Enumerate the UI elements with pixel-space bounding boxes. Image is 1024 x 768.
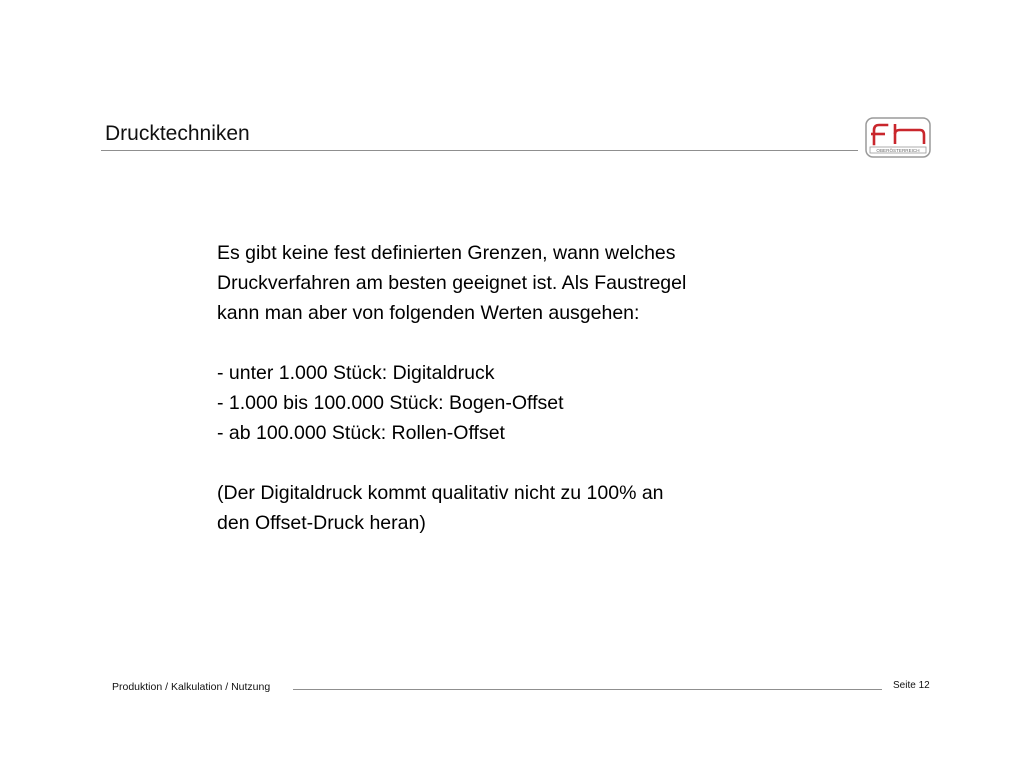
intro-line: Druckverfahren am besten geeignet ist. Als Faustregel xyxy=(217,272,687,294)
slide-title: Drucktechniken xyxy=(105,122,250,145)
list-item: - unter 1.000 Stück: Digitaldruck xyxy=(217,362,495,384)
note-line: (Der Digitaldruck kommt qualitativ nicht zu 100% an xyxy=(217,482,664,504)
note-paragraph xyxy=(217,478,797,538)
title-divider xyxy=(101,150,858,151)
note-line: den Offset-Druck heran) xyxy=(217,512,426,534)
list-item: - ab 100.000 Stück: Rollen-Offset xyxy=(217,422,505,444)
intro-paragraph xyxy=(217,238,797,328)
intro-line: Es gibt keine fest definierten Grenzen, wann welches xyxy=(217,242,676,264)
footer-section-label: Produktion / Kalkulation / Nutzung xyxy=(112,681,271,693)
body-text xyxy=(217,238,797,538)
threshold-list xyxy=(217,358,797,448)
fh-logo-icon xyxy=(865,117,931,158)
list-item: - 1.000 bis 100.000 Stück: Bogen-Offset xyxy=(217,392,564,414)
logo-subline: OBERÖSTERREICH xyxy=(876,148,920,153)
logo-graphic xyxy=(865,117,931,158)
footer-divider xyxy=(293,689,882,690)
page-number: Seite 12 xyxy=(893,680,930,691)
intro-line: kann man aber von folgenden Werten ausgehen: xyxy=(217,302,640,324)
